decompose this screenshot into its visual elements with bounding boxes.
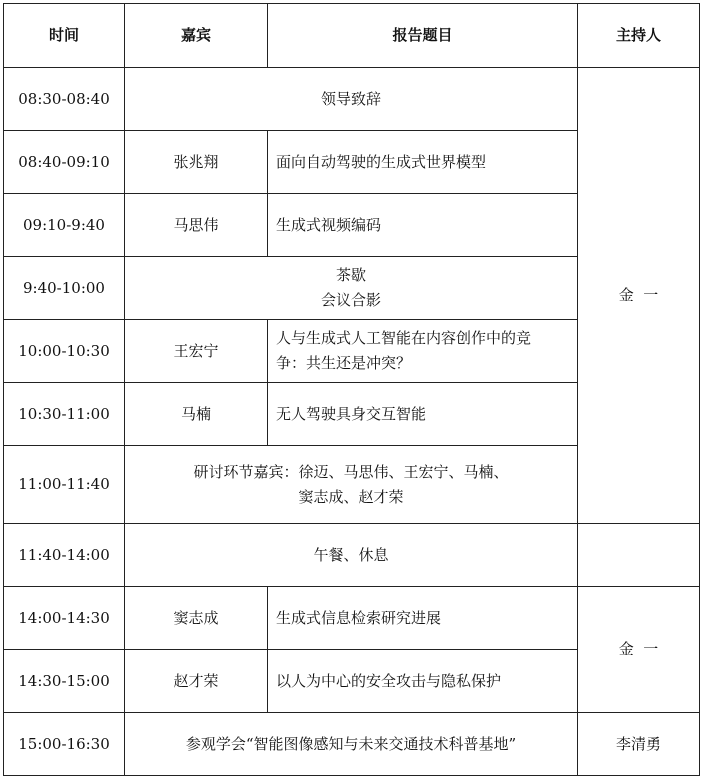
table-row [4, 587, 700, 650]
topic-line: 争：共生还是冲突？ [276, 354, 412, 372]
speaker-cell: 张兆翔 [125, 131, 268, 194]
header-time: 时间 [4, 4, 125, 68]
time-cell: 14:30-15:00 [4, 650, 125, 713]
time-cell: 11:00-11:40 [4, 446, 125, 524]
header-row [4, 4, 700, 68]
span-cell: 领导致辞 [125, 68, 578, 131]
time-cell: 10:30-11:00 [4, 383, 125, 446]
span-cell [125, 446, 578, 524]
span-line: 研讨环节嘉宾：徐迈、马思伟、王宏宁、马楠、 [193, 462, 509, 481]
time-cell: 11:40-14:00 [4, 524, 125, 587]
span-cell: 午餐、休息 [125, 524, 578, 587]
topic-cell [268, 320, 578, 383]
topic-cell: 生成式信息检索研究进展 [268, 587, 578, 650]
table-row [4, 68, 700, 131]
time-cell: 08:30-08:40 [4, 68, 125, 131]
host-cell-empty [578, 524, 700, 587]
time-cell: 15:00-16:30 [4, 713, 125, 776]
span-line: 窦志成、赵才荣 [298, 487, 404, 506]
time-cell: 14:00-14:30 [4, 587, 125, 650]
time-cell: 10:00-10:30 [4, 320, 125, 383]
topic-cell: 以人为中心的安全攻击与隐私保护 [268, 650, 578, 713]
speaker-cell: 马楠 [125, 383, 268, 446]
time-cell: 08:40-09:10 [4, 131, 125, 194]
topic-cell: 面向自动驾驶的生成式世界模型 [268, 131, 578, 194]
topic-line: 人与生成式人工智能在内容创作中的竞 [276, 329, 532, 347]
header-host: 主持人 [578, 4, 700, 68]
schedule-table [3, 3, 700, 776]
span-line: 茶歇 [335, 266, 366, 284]
host-cell-visit: 李清勇 [578, 713, 700, 776]
topic-cell: 生成式视频编码 [268, 194, 578, 257]
table-row [4, 713, 700, 776]
header-topic: 报告题目 [268, 4, 578, 68]
time-cell: 9:40-10:00 [4, 257, 125, 320]
header-speaker: 嘉宾 [125, 4, 268, 68]
host-cell-morning: 金 一 [578, 68, 700, 524]
span-cell: 参观学会“智能图像感知与未来交通技术科普基地” [125, 713, 578, 776]
topic-cell: 无人驾驶具身交互智能 [268, 383, 578, 446]
span-line: 会议合影 [320, 291, 381, 309]
host-cell-afternoon: 金 一 [578, 587, 700, 713]
speaker-cell: 赵才荣 [125, 650, 268, 713]
time-cell: 09:10-9:40 [4, 194, 125, 257]
span-cell [125, 257, 578, 320]
speaker-cell: 王宏宁 [125, 320, 268, 383]
speaker-cell: 窦志成 [125, 587, 268, 650]
table-row [4, 524, 700, 587]
speaker-cell: 马思伟 [125, 194, 268, 257]
